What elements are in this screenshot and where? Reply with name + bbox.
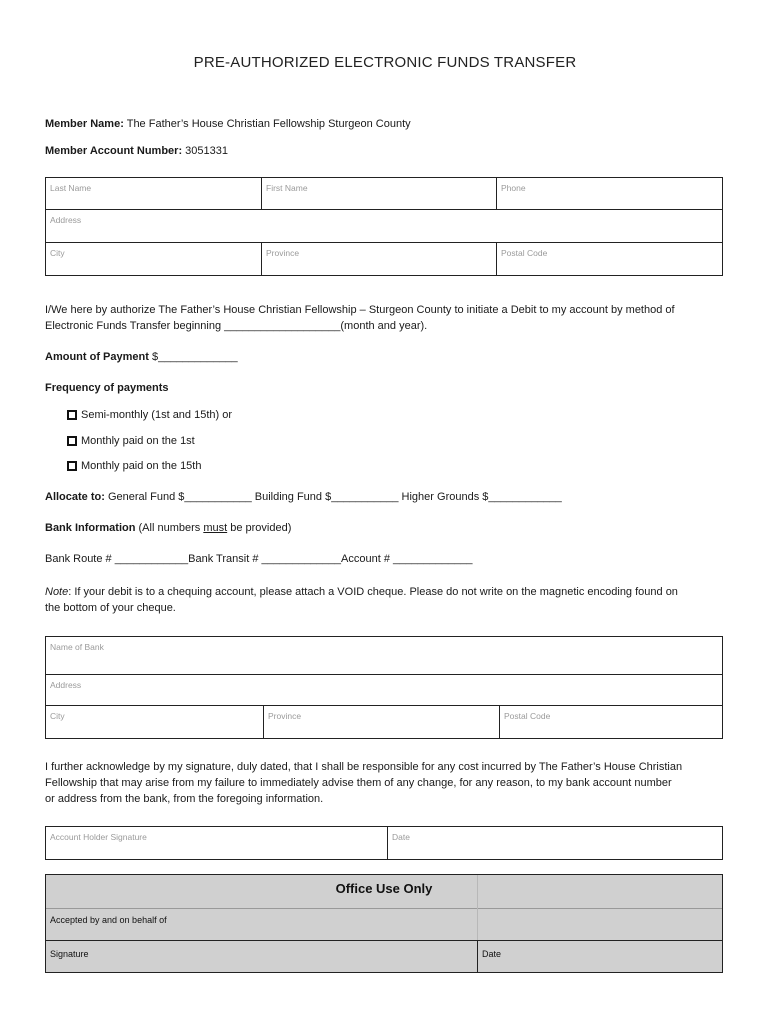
city-field[interactable]: [46, 243, 261, 275]
bank-address-field[interactable]: [46, 675, 722, 705]
city-label: City: [50, 248, 65, 258]
page-title: PRE-AUTHORIZED ELECTRONIC FUNDS TRANSFER: [193, 54, 577, 71]
personal-info-table: [45, 177, 723, 276]
note-label: Note: [45, 586, 69, 598]
note-line-1: : If your debit is to a chequing account, please attach a VOID cheque. Please do not write on the magnetic encoding found on: [68, 586, 678, 598]
province-field[interactable]: [262, 243, 496, 275]
member-account-value: 3051331: [185, 145, 228, 157]
semi-monthly-label: Semi-monthly (1st and 15th) or: [81, 409, 233, 421]
signature-date-label: Date: [392, 832, 410, 842]
amount-row: [45, 351, 238, 363]
bank-city-field[interactable]: [46, 706, 263, 738]
last-name-field[interactable]: [46, 178, 261, 209]
allocate-label: Allocate to:: [45, 491, 105, 503]
frequency-label: Frequency of payments: [45, 382, 169, 394]
acknowledge-line-3: or address from the bank, from the foregoing information.: [45, 793, 324, 805]
accepted-by-label: Accepted by and on behalf of: [50, 915, 167, 925]
signature-date-field[interactable]: [388, 827, 722, 859]
note-line-2: the bottom of your cheque.: [45, 602, 176, 614]
allocate-row: [45, 491, 562, 503]
province-label: Province: [266, 248, 300, 258]
last-name-label: Last Name: [50, 183, 92, 193]
bank-info-pre: (All numbers: [138, 522, 204, 534]
bank-name-field[interactable]: [46, 637, 722, 674]
member-account-row: [45, 145, 228, 157]
authorization-paragraph: [45, 302, 735, 334]
office-use-table: [45, 874, 723, 973]
office-signature-label: Signature: [50, 949, 89, 959]
amount-label: Amount of Payment: [45, 351, 149, 363]
signature-table: [45, 826, 723, 860]
member-name-row: [45, 118, 411, 130]
bank-info-label: Bank Information: [45, 522, 136, 534]
bank-postal-code-label: Postal Code: [504, 711, 551, 721]
bank-province-field[interactable]: [264, 706, 499, 738]
bank-info-post: be provided): [227, 522, 292, 534]
postal-code-label: Postal Code: [501, 248, 548, 258]
note-paragraph: [45, 584, 735, 616]
bank-address-label: Address: [50, 680, 82, 690]
bank-details-table: [45, 636, 723, 739]
member-name-label: Member Name:: [45, 118, 124, 130]
member-name-value: The Father’s House Christian Fellowship Sturgeon County: [126, 118, 411, 130]
phone-field[interactable]: [497, 178, 722, 209]
bank-info-must: must: [203, 522, 228, 534]
bank-name-label: Name of Bank: [50, 642, 104, 652]
office-date-label: Date: [482, 949, 502, 959]
bank-postal-code-field[interactable]: [500, 706, 722, 738]
allocate-fields[interactable]: General Fund $___________ Building Fund $___________ Higher Grounds $____________: [107, 491, 562, 503]
account-holder-signature-field[interactable]: [46, 827, 387, 859]
first-name-label: First Name: [266, 183, 308, 193]
address-label: Address: [50, 215, 82, 225]
authorization-line-1: I/We here by authorize The Father’s House Christian Fellowship – Sturgeon County to initiate a Debit to my account by method of: [45, 304, 675, 316]
monthly-15th-checkbox[interactable]: [67, 461, 77, 471]
member-account-label: Member Account Number:: [45, 145, 183, 157]
amount-blank[interactable]: $_____________: [151, 351, 238, 363]
first-name-field[interactable]: [262, 178, 496, 209]
postal-code-field[interactable]: [497, 243, 722, 275]
semi-monthly-checkbox[interactable]: [67, 410, 77, 420]
bank-province-label: Province: [268, 711, 302, 721]
phone-label: Phone: [501, 183, 526, 193]
authorization-line-2: Electronic Funds Transfer beginning ___________________(month and year).: [45, 320, 428, 332]
monthly-15th-label: Monthly paid on the 15th: [81, 460, 202, 472]
bank-city-label: City: [50, 711, 65, 721]
acknowledge-paragraph: [45, 759, 745, 807]
acknowledge-line-1: I further acknowledge by my signature, duly dated, that I shall be responsible for any cost incurred by The Father’s House Christian: [45, 761, 683, 773]
bank-numbers-row[interactable]: Bank Route # ____________Bank Transit # _____________Account # _____________: [45, 553, 473, 565]
monthly-1st-label: Monthly paid on the 1st: [81, 435, 195, 447]
bank-info-row: [45, 522, 291, 534]
address-field[interactable]: [46, 210, 722, 242]
signature-label: Account Holder Signature: [50, 832, 147, 842]
acknowledge-line-2: Fellowship that may arise from my failure to immediately advise them of any change, for any reason, to my bank account number: [45, 777, 672, 789]
monthly-1st-checkbox[interactable]: [67, 436, 77, 446]
office-use-title: Office Use Only: [335, 881, 433, 896]
